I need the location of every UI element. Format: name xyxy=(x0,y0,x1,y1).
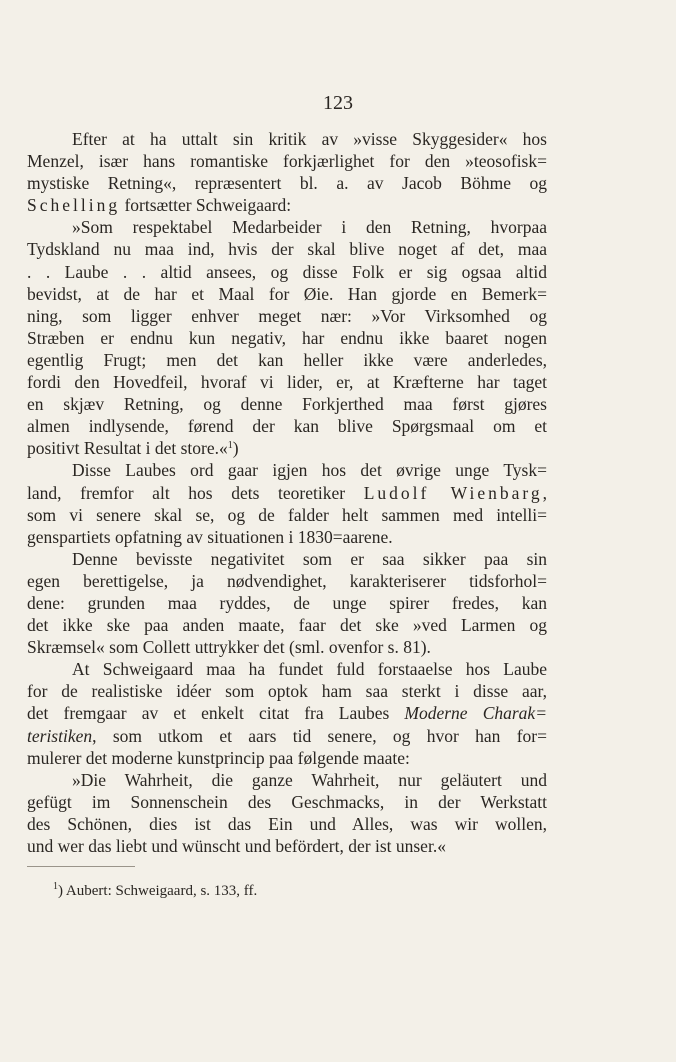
spaced-name: Ludolf Wienbarg xyxy=(363,482,543,503)
text-run: fortsætter Schweigaard: xyxy=(120,195,292,216)
text-line: mystiske Retning«, repræsentert bl. a. av Jacob Böhme og xyxy=(27,173,547,194)
paragraph xyxy=(27,658,547,768)
text-line: Skræmsel« som Collett uttrykker det (sml. ovenfor s. 81). xyxy=(27,637,431,658)
text-line: som vi senere skal se, og de falder helt sammen med intelli= xyxy=(27,504,547,525)
text-line: fordi den Hovedfeil, hvoraf vi lider, er, at Kræfterne har taget xyxy=(27,372,547,393)
text-line: Denne bevisste negativitet som er saa sikker paa sin xyxy=(72,548,547,569)
text-line: mulerer det moderne kunstprincip paa følgende maate: xyxy=(27,747,410,768)
text-line: bevidst, at de har et Maal for Øie. Han gjorde en Bemerk= xyxy=(27,283,547,304)
text-line: for de realistiske idéer som optok ham saa sterkt i disse aar, xyxy=(27,681,547,702)
text-line: en skjæv Retning, og denne Forkjerthed maa først gjøres xyxy=(27,394,547,415)
text-line: almen indlysende, førend der kan blive Spørgsmaal om et xyxy=(27,416,547,437)
text-line: egen berettigelse, ja nødvendighet, karakteriserer tidsforhol= xyxy=(27,570,547,591)
text-line: Stræben er endnu kun negativ, har endnu ikke baaret nogen xyxy=(27,327,547,348)
text-line: Menzel, især hans romantiske forkjærlighet for den »teosofisk= xyxy=(27,151,547,172)
page-number: 123 xyxy=(323,92,353,114)
text-line: ning, som ligger enhver meget nær: »Vor Virksomhed og xyxy=(27,305,547,326)
footnote-divider xyxy=(27,866,135,867)
book-title: teristiken xyxy=(27,725,93,746)
footnote-marker: 1 xyxy=(53,881,58,892)
text-run: land, fremfor alt hos dets teoretiker xyxy=(27,482,364,503)
spaced-name: Schelling xyxy=(27,195,121,216)
text-line: »Die Wahrheit, die ganze Wahrheit, nur geläutert und xyxy=(72,769,547,790)
footnote-text: ) Aubert: Schweigaard, s. 133, ff. xyxy=(58,883,258,899)
text-run: det fremgaar av et enkelt citat fra Laubes xyxy=(27,703,405,724)
text-line: det ikke ske paa anden maate, faar det ske »ved Larmen og xyxy=(27,615,547,636)
book-title: Moderne Charak= xyxy=(404,703,547,724)
text-line: des Schönen, dies ist das Ein und Alles, was wir wollen, xyxy=(27,813,547,834)
text-line: egentlig Frugt; men det kan heller ikke være anderledes, xyxy=(27,349,547,370)
paragraph xyxy=(27,769,547,857)
text-line: und wer das liebt und wünscht und befördert, der ist unser.« xyxy=(27,836,446,856)
text-line: Disse Laubes ord gaar igjen hos det øvrige unge Tysk= xyxy=(72,460,547,481)
text-line: Efter at ha uttalt sin kritik av »visse Skyggesider« hos xyxy=(72,129,547,149)
text-line: gefügt im Sonnenschein des Geschmacks, in der Werkstatt xyxy=(27,791,547,812)
text-line xyxy=(27,725,547,747)
text-line xyxy=(27,194,547,216)
paragraph xyxy=(27,548,547,658)
text-line: Tydskland nu maa ind, hvis der skal blive noget af det, maa xyxy=(27,239,547,260)
paragraph xyxy=(27,216,547,459)
text-run: , som utkom et aars tid senere, og hvor han for= xyxy=(92,725,547,746)
footnote xyxy=(53,883,257,900)
text-line: . . Laube . . altid ansees, og disse Folk er sig ogsaa altid xyxy=(27,261,547,282)
text-line: dene: grunden maa ryddes, de unge spirer fredes, kan xyxy=(27,592,547,613)
text-run: positivt Resultat i det store.« xyxy=(27,438,228,459)
paragraph xyxy=(27,459,547,547)
body-text xyxy=(27,128,547,857)
text-line xyxy=(27,702,547,724)
text-line: At Schweigaard maa ha fundet fuld forstaaelse hos Laube xyxy=(72,659,547,680)
text-run: ) xyxy=(232,438,239,459)
text-line xyxy=(27,437,547,459)
text-line: »Som respektabel Medarbeider i den Retning, hvorpaa xyxy=(72,217,547,238)
text-line: genspartiets opfatning av situationen i 1830=aarene. xyxy=(27,526,393,547)
paragraph xyxy=(27,128,547,216)
text-run: , xyxy=(542,482,547,503)
footnote-reference: 1 xyxy=(227,440,233,452)
text-line xyxy=(27,482,547,504)
